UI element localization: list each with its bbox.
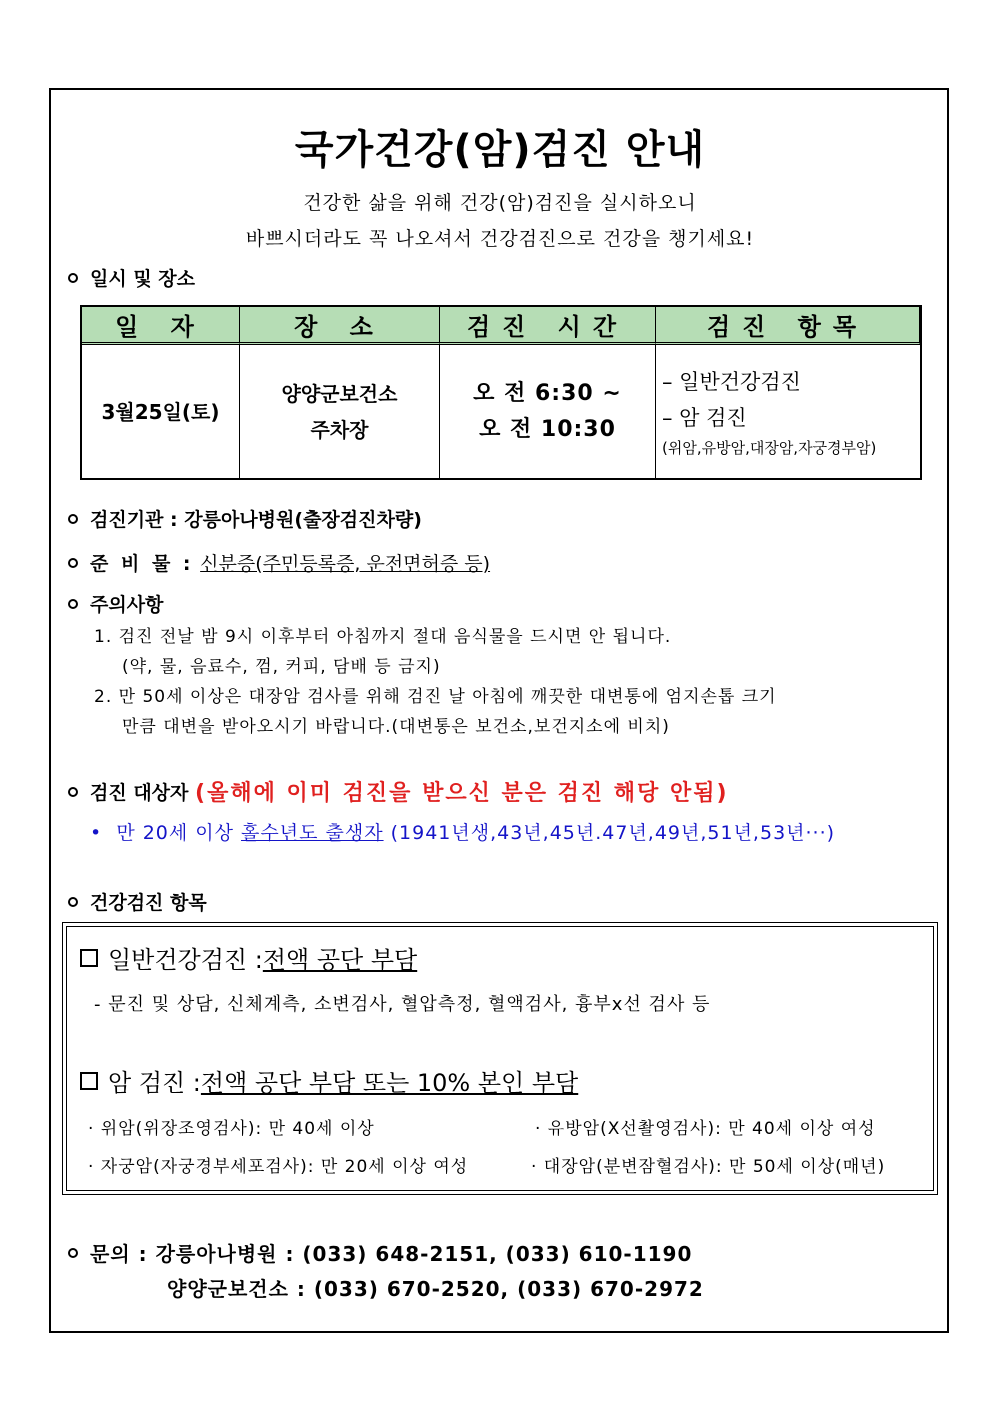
intro-line-2: 바쁘시더라도 꼭 나오셔서 건강검진으로 건강을 챙기세요!: [245, 228, 755, 250]
cancer-item-breast: · 유방암(X선촬영검사): 만 40세 이상 여성: [535, 1119, 876, 1139]
header-date: 일 자: [82, 307, 240, 345]
circle-bullet-icon: [68, 787, 78, 797]
checkbox-icon: [80, 1072, 98, 1090]
caution-line-3: 2. 만 50세 이상은 대장암 검사를 위해 검진 날 아침에 깨끗한 대변통에 엄지손톱 크기: [94, 687, 777, 707]
circle-bullet-icon: [68, 599, 78, 609]
caution-heading: 주의사항: [68, 590, 163, 617]
cancer-exam-title: 암 검진 : 전액 공단 부담 또는 10% 본인 부담: [80, 1063, 578, 1098]
caution-line-4: 만큼 대변을 받아오시기 바랍니다.(대변통은 보건소,보건지소에 비치): [122, 717, 670, 737]
general-exam-desc: - 문진 및 상담, 신체계측, 소변검사, 혈압측정, 혈액검사, 흉부x선 검사 등: [94, 994, 711, 1015]
caution-line-2: (약, 물, 음료수, 껌, 커피, 담배 등 금지): [122, 657, 441, 677]
intro-line-1: 건강한 삶을 위해 건강(암)검진을 실시하오니: [303, 192, 697, 214]
target-heading: 검진 대상자 (올해에 이미 검진을 받으신 분은 검진 해당 안됨): [68, 776, 729, 807]
cell-date: 3월25일(토): [82, 345, 240, 478]
contact-line-2: 양양군보건소 : (033) 670-2520, (033) 670-2972: [167, 1277, 704, 1301]
exam-items-heading: 건강검진 항목: [68, 888, 207, 915]
checkbox-icon: [80, 949, 98, 967]
header-time: 검진 시간: [440, 307, 656, 345]
target-warning: (올해에 이미 검진을 받으신 분은 검진 해당 안됨): [195, 781, 729, 806]
agency-line: 검진기관 : 강릉아나병원(출장검진차량): [68, 505, 422, 532]
circle-bullet-icon: [68, 273, 78, 283]
circle-bullet-icon: [68, 514, 78, 524]
contact-line-1: 문의 : 강릉아나병원 : (033) 648-2151, (033) 610-1190: [68, 1238, 692, 1267]
page-title: 국가건강(암)검진 안내: [294, 127, 706, 173]
schedule-heading: 일시 및 장소: [68, 264, 195, 291]
caution-line-1: 1. 검진 전날 밤 9시 이후부터 아침까지 절대 음식물을 드시면 안 됩니다.: [94, 627, 672, 647]
general-exam-title: 일반건강검진 : 전액 공단 부담: [80, 940, 417, 975]
cancer-item-cervical: · 자궁암(자궁경부세포검사): 만 20세 이상 여성: [88, 1157, 469, 1177]
cell-place: 양양군보건소 주차장: [240, 345, 440, 478]
cell-time: 오 전 6:30 ~ 오 전 10:30: [440, 345, 656, 478]
header-items: 검진 항목: [656, 307, 920, 345]
circle-bullet-icon: [68, 1248, 78, 1258]
prep-line: 준 비 물 : 신분증(주민등록증, 운전면허증 등): [68, 549, 490, 576]
circle-bullet-icon: [68, 558, 78, 568]
circle-bullet-icon: [68, 897, 78, 907]
schedule-table: [80, 305, 922, 480]
cancer-item-colon: · 대장암(분변잠혈검사): 만 50세 이상(매년): [531, 1157, 886, 1177]
target-line: • 만 20세 이상 홀수년도 출생자 (1941년생,43년,45년.47년,49년,51년,53년···): [90, 822, 836, 844]
cancer-item-stomach: · 위암(위장조영검사): 만 40세 이상: [88, 1119, 375, 1139]
cell-items: – 일반건강검진 – 암 검진 (위암,유방암,대장암,자궁경부암): [662, 369, 877, 457]
header-place: 장 소: [240, 307, 440, 345]
